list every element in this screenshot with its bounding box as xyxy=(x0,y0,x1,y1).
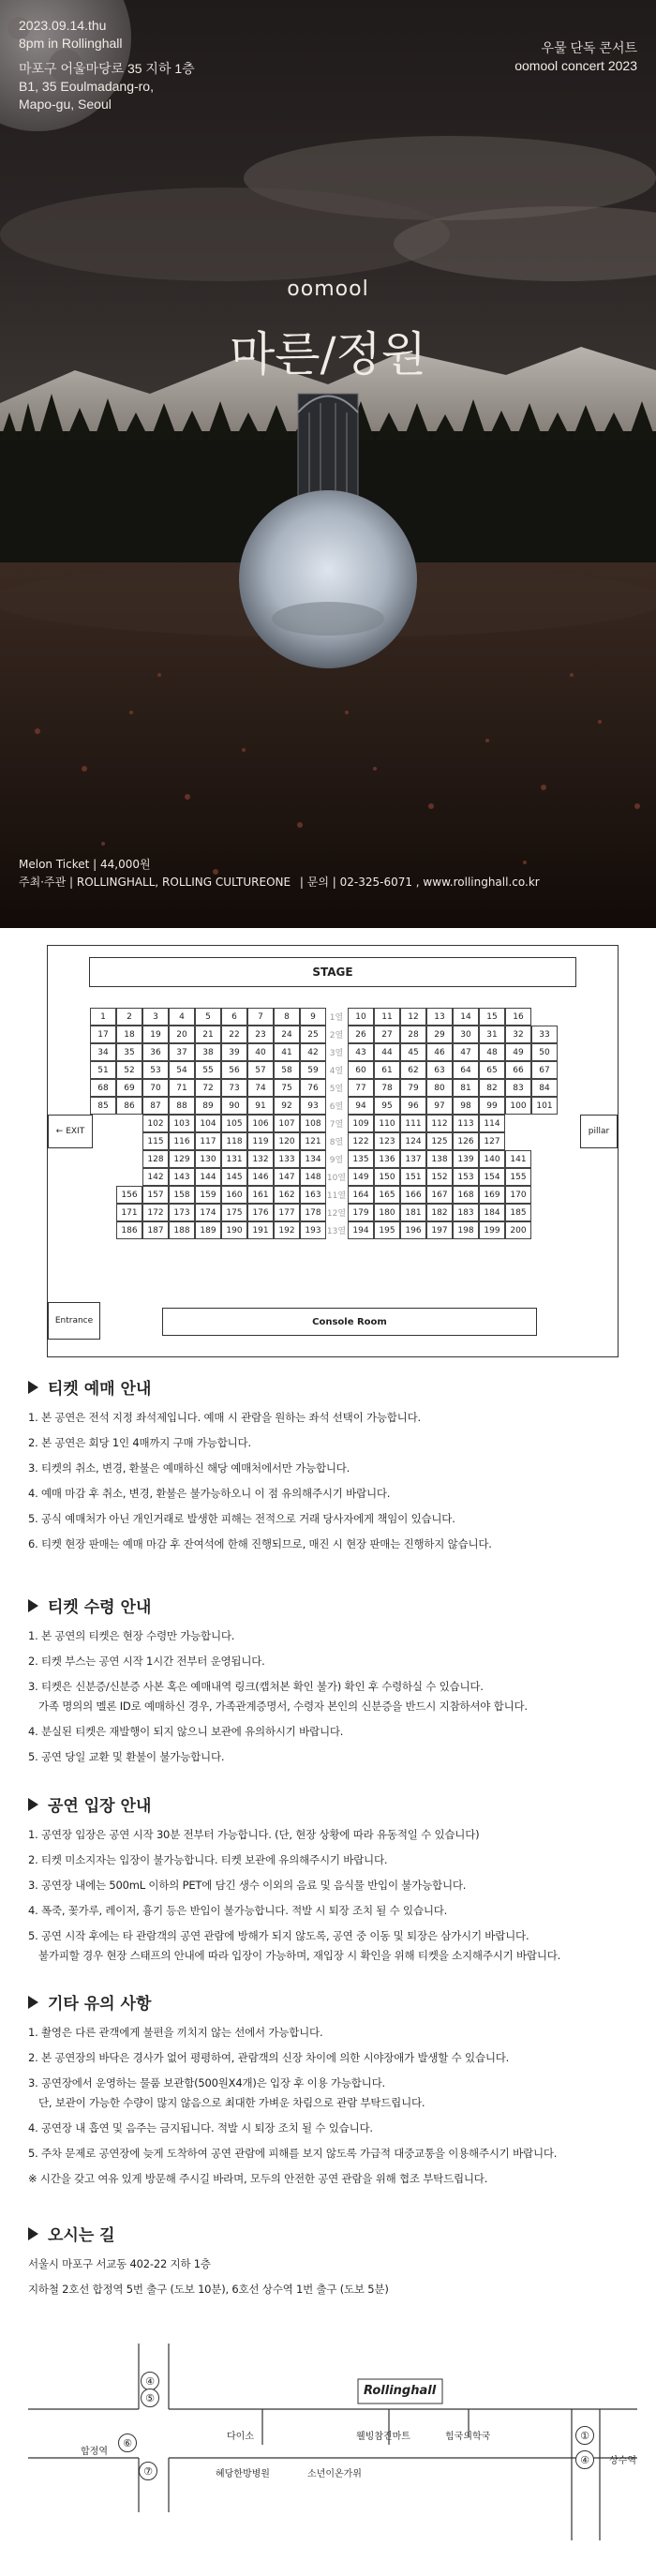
seat: 38 xyxy=(195,1043,221,1061)
seat: 55 xyxy=(195,1061,221,1079)
seat: 122 xyxy=(348,1132,374,1150)
entry-info xyxy=(28,1792,637,1973)
seat: 181 xyxy=(400,1204,426,1221)
ticket-pickup-info xyxy=(28,1594,637,1775)
exit-4-marker: ④ xyxy=(141,2372,159,2390)
seat: 163 xyxy=(300,1186,326,1204)
seat-map xyxy=(47,945,619,1357)
seat: 200 xyxy=(505,1221,531,1239)
seat: 21 xyxy=(195,1026,221,1043)
seat: 26 xyxy=(348,1026,374,1043)
seat: 151 xyxy=(400,1168,426,1186)
seat: 117 xyxy=(195,1132,221,1150)
seat: 14 xyxy=(453,1008,479,1026)
seat: 23 xyxy=(247,1026,274,1043)
seat: 118 xyxy=(221,1132,247,1150)
seat: 39 xyxy=(221,1043,247,1061)
seat: 41 xyxy=(274,1043,300,1061)
seat: 188 xyxy=(169,1221,195,1239)
row-label: 3열 xyxy=(329,1049,344,1058)
seat: 110 xyxy=(374,1115,400,1132)
seat: 25 xyxy=(300,1026,326,1043)
info-item: 단, 보관이 가능한 수량이 많지 않음으로 최대한 가벼운 차림으로 관람 부탁드립니다. xyxy=(38,2096,425,2109)
info-item: 4. 예매 마감 후 취소, 변경, 환불은 불가능하오니 이 점 유의해주시기 바랍니다. xyxy=(28,1487,391,1500)
seat: 91 xyxy=(247,1097,274,1115)
seat: 174 xyxy=(195,1204,221,1221)
seat: 87 xyxy=(142,1097,169,1115)
seat: 114 xyxy=(479,1115,505,1132)
seat: 111 xyxy=(400,1115,426,1132)
console-room: Console Room xyxy=(162,1308,537,1336)
info-item: 4. 공연장 내 흡연 및 음주는 금지됩니다. 적발 시 퇴장 조치 될 수 있습니다. xyxy=(28,2121,373,2134)
seat: 133 xyxy=(274,1150,300,1168)
section-heading: 오시는 길 xyxy=(48,2226,115,2245)
seat: 24 xyxy=(274,1026,300,1043)
seat: 185 xyxy=(505,1204,531,1221)
row-label: 6열 xyxy=(329,1102,344,1112)
seat: 32 xyxy=(505,1026,531,1043)
section-heading: 기타 유의 사항 xyxy=(48,1995,152,2014)
info-item: 3. 티켓의 취소, 변경, 환불은 예매하신 해당 예매처에서만 가능합니다. xyxy=(28,1461,350,1475)
seat: 146 xyxy=(247,1168,274,1186)
info-item: 4. 분실된 티켓은 재발행이 되지 않으니 보관에 유의하시기 바랍니다. xyxy=(28,1725,344,1738)
seat: 198 xyxy=(453,1221,479,1239)
seat: 166 xyxy=(400,1186,426,1204)
seat: 141 xyxy=(505,1150,531,1168)
seat: 119 xyxy=(247,1132,274,1150)
seat: 116 xyxy=(169,1132,195,1150)
seat: 52 xyxy=(116,1061,142,1079)
seat: 11 xyxy=(374,1008,400,1026)
seat: 44 xyxy=(374,1043,400,1061)
info-item: 1. 본 공연의 티켓은 현장 수령만 가능합니다. xyxy=(28,1629,235,1642)
info-item: 3. 티켓은 신분증/신분증 사본 혹은 예매내역 링크(캡쳐본 확인 불가) 확인 후 수령하실 수 있습니다. xyxy=(28,1680,484,1693)
seat: 98 xyxy=(453,1097,479,1115)
seat: 84 xyxy=(531,1079,558,1097)
map-daiso: 다이소 xyxy=(227,2432,254,2442)
info-item: 2. 본 공연은 회당 1인 4매까지 구매 가능합니다. xyxy=(28,1436,251,1449)
seat: 49 xyxy=(505,1043,531,1061)
seat: 134 xyxy=(300,1150,326,1168)
seat: 54 xyxy=(169,1061,195,1079)
triangle-bullet-icon xyxy=(28,1381,38,1394)
poster-illustration xyxy=(0,0,656,928)
section-items xyxy=(28,1628,637,1764)
seat: 171 xyxy=(116,1204,142,1221)
poster-title: 마른/정원 xyxy=(229,327,427,382)
seat: 82 xyxy=(479,1079,505,1097)
seat: 56 xyxy=(221,1061,247,1079)
concert-poster xyxy=(0,0,656,928)
seat: 191 xyxy=(247,1221,274,1239)
seat: 137 xyxy=(400,1150,426,1168)
seat: 145 xyxy=(221,1168,247,1186)
seat: 70 xyxy=(142,1079,169,1097)
info-item: 4. 폭죽, 꽃가루, 레이저, 흉기 등은 반입이 불가능합니다. 적발 시 퇴장 조치 될 수 있습니다. xyxy=(28,1904,448,1917)
seat: 170 xyxy=(505,1186,531,1204)
exit-4b-marker: ④ xyxy=(575,2450,594,2469)
seat: 184 xyxy=(479,1204,505,1221)
seat: 143 xyxy=(169,1168,195,1186)
exit-7-marker: ⑦ xyxy=(139,2462,157,2480)
seat: 67 xyxy=(531,1061,558,1079)
seat: 15 xyxy=(479,1008,505,1026)
seat: 86 xyxy=(116,1097,142,1115)
seat: 162 xyxy=(274,1186,300,1204)
map-hapjeong-station: 합정역 xyxy=(81,2447,108,2457)
seat: 59 xyxy=(300,1061,326,1079)
seat: 95 xyxy=(374,1097,400,1115)
triangle-bullet-icon xyxy=(28,1996,38,2009)
poster-datetime xyxy=(19,17,123,52)
seat: 68 xyxy=(90,1079,116,1097)
row-label: 2열 xyxy=(329,1031,344,1041)
seat: 177 xyxy=(274,1204,300,1221)
section-items xyxy=(28,1410,637,1551)
seat: 33 xyxy=(531,1026,558,1043)
info-item: ※ 시간을 갖고 여유 있게 방문해 주시길 바라며, 모두의 안전한 공연 관람을 위해 협조 부탁드립니다. xyxy=(28,2172,488,2185)
exit-6-marker: ⑥ xyxy=(118,2434,137,2452)
seat: 77 xyxy=(348,1079,374,1097)
seat: 48 xyxy=(479,1043,505,1061)
seat: 92 xyxy=(274,1097,300,1115)
seat: 29 xyxy=(426,1026,453,1043)
seat: 106 xyxy=(247,1115,274,1132)
seat: 76 xyxy=(300,1079,326,1097)
info-item: 5. 공연 시작 후에는 타 관람객의 공연 관람에 방해가 되지 않도록, 공연 중 이동 및 퇴장은 삼가시기 바랍니다. xyxy=(28,1929,529,1942)
seat: 157 xyxy=(142,1186,169,1204)
section-heading: 티켓 수령 안내 xyxy=(48,1598,152,1617)
seat: 28 xyxy=(400,1026,426,1043)
seat: 58 xyxy=(274,1061,300,1079)
directions-address: 서울시 마포구 서교동 402-22 지하 1층 xyxy=(28,2257,211,2270)
seat: 108 xyxy=(300,1115,326,1132)
seat: 126 xyxy=(453,1132,479,1150)
seat: 153 xyxy=(453,1168,479,1186)
seat: 83 xyxy=(505,1079,531,1097)
row-label: 7열 xyxy=(329,1120,344,1130)
poster-address-en-1: B1, 35 Eoulmadang-ro, xyxy=(19,79,154,94)
location-map xyxy=(28,2344,637,2540)
seat: 94 xyxy=(348,1097,374,1115)
map-youth-center: 소년이온가위 xyxy=(307,2469,362,2479)
info-item: 3. 공연장에서 운영하는 물품 보관함(500원X4개)은 입장 후 이용 가능합니다. xyxy=(28,2076,385,2089)
seat: 139 xyxy=(453,1150,479,1168)
seat: 104 xyxy=(195,1115,221,1132)
seat: 74 xyxy=(247,1079,274,1097)
seat: 1 xyxy=(90,1008,116,1026)
seat: 63 xyxy=(426,1061,453,1079)
seat: 132 xyxy=(247,1150,274,1168)
seat: 175 xyxy=(221,1204,247,1221)
seat: 30 xyxy=(453,1026,479,1043)
seat: 176 xyxy=(247,1204,274,1221)
info-item: 가족 명의의 멜론 ID로 예매하신 경우, 가족관계증명서, 수령자 본인의 신분증을 반드시 지참하셔야 합니다. xyxy=(38,1700,528,1713)
seat: 199 xyxy=(479,1221,505,1239)
poster-artist: oomool xyxy=(287,277,369,301)
ticket-booking-info xyxy=(28,1375,637,1562)
seat: 173 xyxy=(169,1204,195,1221)
seat: 150 xyxy=(374,1168,400,1186)
seat: 135 xyxy=(348,1150,374,1168)
seat: 152 xyxy=(426,1168,453,1186)
seat: 7 xyxy=(247,1008,274,1026)
seat: 20 xyxy=(169,1026,195,1043)
row-label: 4열 xyxy=(329,1067,344,1076)
seat: 112 xyxy=(426,1115,453,1132)
seat: 159 xyxy=(195,1186,221,1204)
poster-contact xyxy=(19,874,545,890)
seat: 19 xyxy=(142,1026,169,1043)
seat: 16 xyxy=(505,1008,531,1026)
info-item: 1. 공연장 입장은 공연 시작 30분 전부터 가능합니다. (단, 현장 상황에 따라 유동적일 수 있습니다) xyxy=(28,1828,480,1841)
seat: 31 xyxy=(479,1026,505,1043)
seat: 168 xyxy=(453,1186,479,1204)
seat: 120 xyxy=(274,1132,300,1150)
seat: 169 xyxy=(479,1186,505,1204)
seat: 193 xyxy=(300,1221,326,1239)
seat: 192 xyxy=(274,1221,300,1239)
info-item: 6. 티켓 현장 판매는 예매 마감 후 잔여석에 한해 진행되므로, 매진 시 현장 판매는 진행하지 않습니다. xyxy=(28,1537,492,1550)
seat: 102 xyxy=(142,1115,169,1132)
other-notes xyxy=(28,1990,637,2196)
seat: 155 xyxy=(505,1168,531,1186)
seat: 127 xyxy=(479,1132,505,1150)
info-item: 5. 공식 예매처가 아닌 개인거래로 발생한 피해는 전적으로 거래 당사자에게 책임이 있습니다. xyxy=(28,1512,455,1525)
seat: 99 xyxy=(479,1097,505,1115)
seat: 45 xyxy=(400,1043,426,1061)
seat: 10 xyxy=(348,1008,374,1026)
info-item: 2. 티켓 부스는 공연 시작 1시간 전부터 운영됩니다. xyxy=(28,1655,265,1668)
poster-host: 주최·주관 | ROLLINGHALL, ROLLING CULTUREONE xyxy=(19,876,291,889)
seat: 194 xyxy=(348,1221,374,1239)
seat: 61 xyxy=(374,1061,400,1079)
seat: 35 xyxy=(116,1043,142,1061)
seat: 96 xyxy=(400,1097,426,1115)
seat: 138 xyxy=(426,1150,453,1168)
section-heading: 티켓 예매 안내 xyxy=(48,1380,152,1399)
seat: 47 xyxy=(453,1043,479,1061)
triangle-bullet-icon xyxy=(28,1599,38,1612)
seat: 197 xyxy=(426,1221,453,1239)
info-item: 3. 공연장 내에는 500mL 이하의 PET에 담긴 생수 이외의 음료 및 음식물 반입이 불가능합니다. xyxy=(28,1879,467,1892)
map-hospital: 혜당한방병원 xyxy=(216,2469,270,2479)
row-label: 5열 xyxy=(329,1085,344,1094)
seat: 89 xyxy=(195,1097,221,1115)
seat: 8 xyxy=(274,1008,300,1026)
seat: 172 xyxy=(142,1204,169,1221)
seat: 75 xyxy=(274,1079,300,1097)
seat: 97 xyxy=(426,1097,453,1115)
section-items xyxy=(28,1827,637,1963)
seat: 147 xyxy=(274,1168,300,1186)
seat: 115 xyxy=(142,1132,169,1150)
seat: 51 xyxy=(90,1061,116,1079)
seat: 13 xyxy=(426,1008,453,1026)
seat: 22 xyxy=(221,1026,247,1043)
seat: 182 xyxy=(426,1204,453,1221)
seat: 37 xyxy=(169,1043,195,1061)
seat: 109 xyxy=(348,1115,374,1132)
triangle-bullet-icon xyxy=(28,2227,38,2240)
seat: 124 xyxy=(400,1132,426,1150)
seat: 80 xyxy=(426,1079,453,1097)
seat: 79 xyxy=(400,1079,426,1097)
poster-time: 8pm in Rollinghall xyxy=(19,36,123,51)
info-item: 2. 티켓 미소지자는 입장이 불가능합니다. 티켓 보관에 유의해주시기 바랍니다. xyxy=(28,1853,388,1866)
seat: 81 xyxy=(453,1079,479,1097)
seat: 125 xyxy=(426,1132,453,1150)
seat: 167 xyxy=(426,1186,453,1204)
poster-address-kr: 마포구 어울마당로 35 지하 1층 xyxy=(19,61,195,76)
info-item: 5. 공연 당일 교환 및 환불이 불가능합니다. xyxy=(28,1750,225,1763)
seat: 178 xyxy=(300,1204,326,1221)
seat: 6 xyxy=(221,1008,247,1026)
seat: 144 xyxy=(195,1168,221,1186)
seat: 158 xyxy=(169,1186,195,1204)
seat: 40 xyxy=(247,1043,274,1061)
seat: 195 xyxy=(374,1221,400,1239)
seat: 161 xyxy=(247,1186,274,1204)
seat: 189 xyxy=(195,1221,221,1239)
seat: 165 xyxy=(374,1186,400,1204)
seat: 131 xyxy=(221,1150,247,1168)
seat: 179 xyxy=(348,1204,374,1221)
poster-address xyxy=(19,60,195,113)
seat: 142 xyxy=(142,1168,169,1186)
seat: 66 xyxy=(505,1061,531,1079)
seat: 12 xyxy=(400,1008,426,1026)
seat: 123 xyxy=(374,1132,400,1150)
triangle-bullet-icon xyxy=(28,1798,38,1811)
info-item: 1. 촬영은 다른 관객에게 불편을 끼치지 않는 선에서 가능합니다. xyxy=(28,2026,323,2039)
poster-address-en-2: Mapo-gu, Seoul xyxy=(19,97,112,112)
glowing-orb xyxy=(239,490,417,668)
seat: 130 xyxy=(195,1150,221,1168)
seat: 103 xyxy=(169,1115,195,1132)
seat: 180 xyxy=(374,1204,400,1221)
poster-concert-en: oomool concert 2023 xyxy=(514,58,637,73)
seat: 154 xyxy=(479,1168,505,1186)
seat: 4 xyxy=(169,1008,195,1026)
seat: 160 xyxy=(221,1186,247,1204)
seat: 53 xyxy=(142,1061,169,1079)
seat: 71 xyxy=(169,1079,195,1097)
seat: 128 xyxy=(142,1150,169,1168)
row-label: 13열 xyxy=(326,1227,347,1236)
seat: 136 xyxy=(374,1150,400,1168)
seat: 78 xyxy=(374,1079,400,1097)
poster-date: 2023.09.14.thu xyxy=(19,18,107,33)
row-label: 8열 xyxy=(329,1138,344,1147)
seat: 187 xyxy=(142,1221,169,1239)
seat: 156 xyxy=(116,1186,142,1204)
seat: 149 xyxy=(348,1168,374,1186)
seat: 140 xyxy=(479,1150,505,1168)
seat: 62 xyxy=(400,1061,426,1079)
stage: STAGE xyxy=(89,957,576,987)
seat: 42 xyxy=(300,1043,326,1061)
seat: 17 xyxy=(90,1026,116,1043)
seat: 183 xyxy=(453,1204,479,1221)
seat: 50 xyxy=(531,1043,558,1061)
row-label: 12열 xyxy=(326,1209,347,1219)
seat: 196 xyxy=(400,1221,426,1239)
seat: 107 xyxy=(274,1115,300,1132)
seat: 164 xyxy=(348,1186,374,1204)
seat: 113 xyxy=(453,1115,479,1132)
seat: 34 xyxy=(90,1043,116,1061)
seat: 90 xyxy=(221,1097,247,1115)
map-sangsu-station: 상수역 xyxy=(609,2456,636,2466)
pillar: pillar xyxy=(580,1115,618,1148)
map-welbeing: 웰빙참진마트 xyxy=(356,2432,410,2442)
seat: 73 xyxy=(221,1079,247,1097)
seat: 93 xyxy=(300,1097,326,1115)
seat: 60 xyxy=(348,1061,374,1079)
seat: 105 xyxy=(221,1115,247,1132)
poster-concert-name xyxy=(514,39,637,75)
seat: 5 xyxy=(195,1008,221,1026)
info-item: 2. 본 공연장의 바닥은 경사가 없어 평평하여, 관람객의 신장 차이에 의한 시야장애가 발생할 수 있습니다. xyxy=(28,2051,510,2064)
seat: 100 xyxy=(505,1097,531,1115)
info-item: 5. 주차 문제로 공연장에 늦게 도착하여 공연 관람에 피해를 보지 않도록 가급적 대중교통을 이용해주시기 바랍니다. xyxy=(28,2147,558,2160)
exit-sign: ← EXIT xyxy=(48,1115,93,1148)
poster-concert-kr: 우물 단독 콘서트 xyxy=(541,40,637,55)
seat: 69 xyxy=(116,1079,142,1097)
seat: 88 xyxy=(169,1097,195,1115)
seat: 36 xyxy=(142,1043,169,1061)
directions-transit: 지하철 2호선 합정역 5번 출구 (도보 10분), 6호선 상수역 1번 출구 (도보 5분) xyxy=(28,2283,389,2296)
exit-1-marker: ① xyxy=(575,2426,594,2445)
poster-ticket: Melon Ticket | 44,000원 xyxy=(19,858,151,871)
section-items xyxy=(28,2025,637,2186)
exit-5-marker: ⑤ xyxy=(141,2389,159,2407)
row-label: 9열 xyxy=(329,1156,344,1165)
row-label: 11열 xyxy=(326,1191,347,1201)
seat: 85 xyxy=(90,1097,116,1115)
seat: 72 xyxy=(195,1079,221,1097)
seat: 121 xyxy=(300,1132,326,1150)
seat: 43 xyxy=(348,1043,374,1061)
row-label: 1열 xyxy=(329,1013,344,1023)
row-label: 10열 xyxy=(326,1174,347,1183)
seat: 148 xyxy=(300,1168,326,1186)
seat: 186 xyxy=(116,1221,142,1239)
section-heading: 공연 입장 안내 xyxy=(48,1797,152,1816)
info-item: 1. 본 공연은 전석 지정 좌석제입니다. 예매 시 관람을 원하는 좌석 선택이 가능합니다. xyxy=(28,1411,421,1424)
seat: 65 xyxy=(479,1061,505,1079)
seat: 190 xyxy=(221,1221,247,1239)
info-item: 불가피할 경우 현장 스태프의 안내에 따라 입장이 가능하며, 재입장 시 확인을 위해 티켓을 소지해주시기 바랍니다. xyxy=(38,1949,561,1962)
map-rollinghall: Rollinghall xyxy=(364,2384,437,2398)
seat: 101 xyxy=(531,1097,558,1115)
entrance: Entrance xyxy=(48,1302,100,1340)
seat: 129 xyxy=(169,1150,195,1168)
seat: 2 xyxy=(116,1008,142,1026)
poster-inquiry: | 문의 | 02-325-6071 , www.rollinghall.co.kr xyxy=(299,876,540,889)
seat: 64 xyxy=(453,1061,479,1079)
seat: 18 xyxy=(116,1026,142,1043)
seat: 57 xyxy=(247,1061,274,1079)
seat: 27 xyxy=(374,1026,400,1043)
seat: 3 xyxy=(142,1008,169,1026)
seat: 46 xyxy=(426,1043,453,1061)
seat: 9 xyxy=(300,1008,326,1026)
directions xyxy=(28,2222,637,2307)
map-church: 힘국의학국 xyxy=(445,2432,491,2442)
